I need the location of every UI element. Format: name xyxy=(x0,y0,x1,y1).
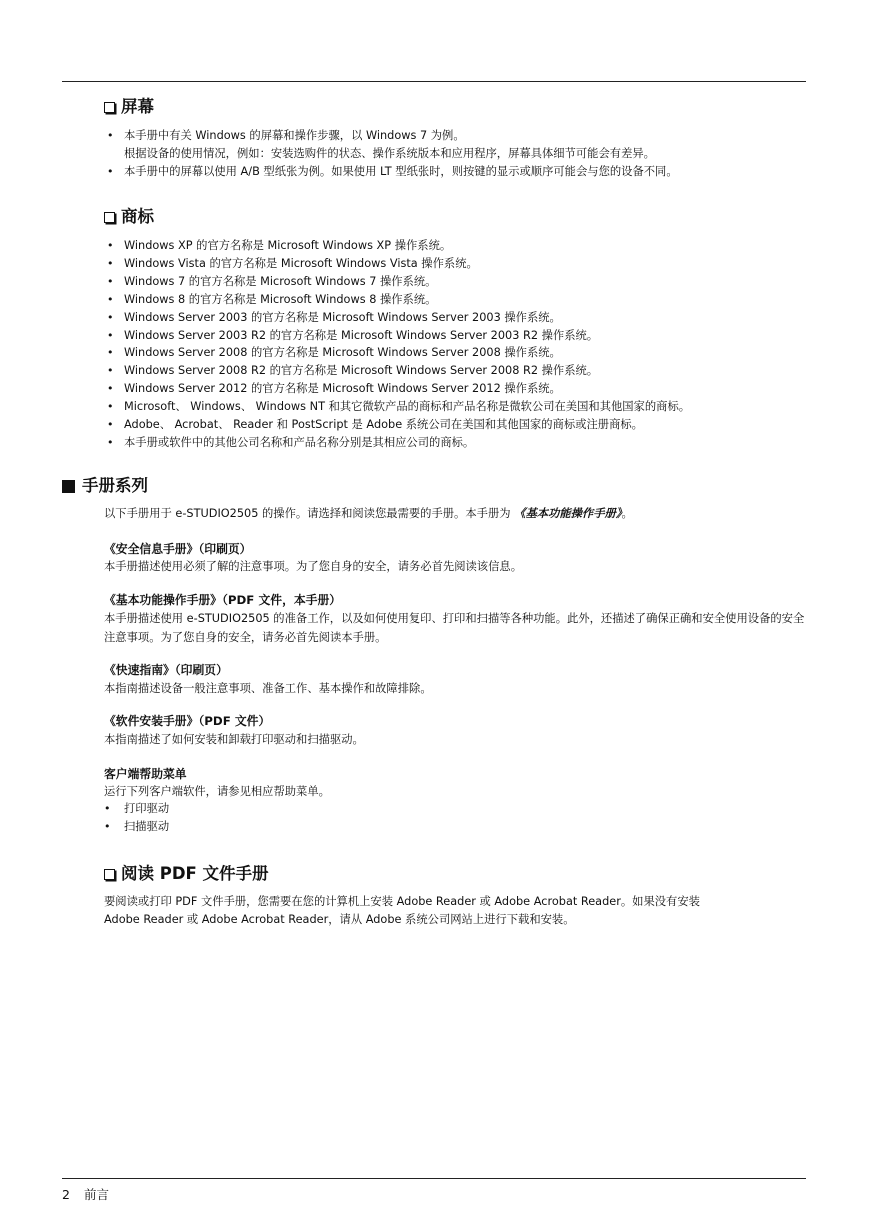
book-title: 《基本功能操作手册》（PDF 文件，本手册） xyxy=(104,593,342,607)
trademarks-heading xyxy=(104,207,154,227)
list-item xyxy=(104,800,804,818)
trademark-item: Windows Vista 的官方名称是 Microsoft Windows Vista 操作系统。 xyxy=(124,256,478,270)
bullet-icon: • xyxy=(107,129,114,142)
list-item xyxy=(104,163,804,181)
book-title: 《软件安装手册》（PDF 文件） xyxy=(104,714,271,728)
bullet-icon: • xyxy=(107,435,114,449)
bullet-icon: • xyxy=(104,819,111,833)
client-help-description: 运行下列客户端软件，请参见相应帮助菜单。 xyxy=(104,785,330,798)
bullet-icon: • xyxy=(107,274,114,288)
trademark-item: Windows Server 2003 的官方名称是 Microsoft Windows Server 2003 操作系统。 xyxy=(124,310,561,324)
trademark-item: Windows Server 2008 R2 的官方名称是 Microsoft Windows Server 2008 R2 操作系统。 xyxy=(124,364,599,378)
trademark-item: Adobe、 Acrobat、 Reader 和 PostScript 是 Adobe 系统公司在美国和其他国家的商标或注册商标。 xyxy=(124,418,643,432)
screen-list xyxy=(104,127,804,181)
book-description: 本指南描述了如何安装和卸载打印驱动和扫描驱动。 xyxy=(104,733,364,746)
book-description: 本手册描述使用 e-STUDIO2505 的准备工作，以及如何使用复印、打印和扫描等各种功能。此外，还描述了确保正确和安全使用设备的安全注意事项。为了您自身的安全，请务必首先阅读本手册。 xyxy=(104,612,805,644)
trademark-item: Windows 8 的官方名称是 Microsoft Windows 8 操作系统。 xyxy=(124,292,437,306)
list-item xyxy=(104,362,804,380)
read-pdf-line-1: 要阅读或打印 PDF 文件手册，您需要在您的计算机上安装 Adobe Reader 或 Adobe Acrobat Reader。如果没有安装 xyxy=(104,895,700,908)
list-item xyxy=(104,127,804,163)
list-item xyxy=(104,818,804,836)
checkbox-square-icon xyxy=(104,869,115,880)
checkbox-square-icon xyxy=(104,212,115,223)
bullet-icon: • xyxy=(107,364,114,378)
list-item xyxy=(104,273,804,291)
client-help-item: 打印驱动 xyxy=(124,802,170,815)
list-item xyxy=(104,309,804,327)
screen-item-2: 本手册中的屏幕以使用 A/B 型纸张为例。如果使用 LT 型纸张时，则按键的显示或顺序可能会与您的设备不同。 xyxy=(124,164,678,178)
filled-square-icon xyxy=(62,480,75,493)
list-item xyxy=(104,416,804,434)
list-item xyxy=(104,255,804,273)
trademark-item: Windows 7 的官方名称是 Microsoft Windows 7 操作系统。 xyxy=(124,274,437,288)
trademark-item: 本手册或软件中的其他公司名称和产品名称分别是其相应公司的商标。 xyxy=(124,435,475,449)
screen-heading-text: 屏幕 xyxy=(121,97,154,116)
trademark-item: Microsoft、 Windows、 Windows NT 和其它微软产品的商标和产品名称是微软公司在美国和其他国家的商标。 xyxy=(124,400,691,414)
footer-rule xyxy=(62,1178,806,1179)
list-item xyxy=(104,291,804,309)
trademark-item: Windows XP 的官方名称是 Microsoft Windows XP 操作系统。 xyxy=(124,239,452,252)
list-item xyxy=(104,237,804,255)
client-help-item: 扫描驱动 xyxy=(124,819,170,833)
trademark-item: Windows Server 2012 的官方名称是 Microsoft Windows Server 2012 操作系统。 xyxy=(124,382,561,396)
bullet-icon: • xyxy=(107,346,114,360)
list-item xyxy=(104,380,804,398)
manual-series-intro xyxy=(104,505,806,524)
intro-prefix: 以下手册用于 e-STUDIO2505 的操作。请选择和阅读您最需要的手册。本手册为 xyxy=(104,507,511,520)
book-description: 本指南描述设备一般注意事项、准备工作、基本操作和故障排除。 xyxy=(104,682,432,695)
trademarks-list xyxy=(104,237,804,452)
list-item xyxy=(104,434,804,452)
book-title: 《快速指南》（印刷页） xyxy=(104,663,228,677)
client-help-list xyxy=(104,800,804,836)
list-item xyxy=(104,327,804,345)
book-title: 《安全信息手册》（印刷页） xyxy=(104,542,252,556)
bullet-icon: • xyxy=(107,328,114,342)
read-pdf-line-2: Adobe Reader 或 Adobe Acrobat Reader，请从 Adobe 系统公司网站上进行下载和安装。 xyxy=(104,913,575,926)
header-rule xyxy=(62,81,806,82)
bullet-icon: • xyxy=(107,382,114,396)
bullet-icon: • xyxy=(107,164,114,178)
bullet-icon: • xyxy=(107,418,114,432)
trademark-item: Windows Server 2003 R2 的官方名称是 Microsoft Windows Server 2003 R2 操作系统。 xyxy=(124,328,599,342)
manual-series-heading-text: 手册系列 xyxy=(82,476,148,495)
client-help-title: 客户端帮助菜单 xyxy=(104,767,187,781)
list-item xyxy=(104,398,804,416)
intro-suffix: 。 xyxy=(621,507,633,520)
trademarks-heading-text: 商标 xyxy=(121,207,154,226)
checkbox-square-icon xyxy=(104,102,115,113)
screen-item-1: 本手册中有关 Windows 的屏幕和操作步骤，以 Windows 7 为例。 xyxy=(124,129,465,142)
bullet-icon: • xyxy=(107,310,114,324)
read-pdf-heading-text: 阅读 PDF 文件手册 xyxy=(121,864,269,883)
page-footer xyxy=(62,1186,123,1204)
screen-item-1-continuation: 根据设备的使用情况，例如：安装选购件的状态、操作系统版本和应用程序，屏幕具体细节可能会有差异。 xyxy=(124,146,655,160)
intro-manual-title: 《基本功能操作手册》 xyxy=(514,507,622,520)
screen-heading xyxy=(104,97,154,117)
bullet-icon: • xyxy=(104,802,111,815)
book-description: 本手册描述使用必须了解的注意事项。为了您自身的安全，请务必首先阅读该信息。 xyxy=(104,560,522,573)
bullet-icon: • xyxy=(107,400,114,414)
bullet-icon: • xyxy=(107,239,114,252)
footer-section-name: 前言 xyxy=(83,1187,109,1202)
manual-series-heading xyxy=(62,476,148,496)
bullet-icon: • xyxy=(107,292,114,306)
read-pdf-heading xyxy=(104,864,269,884)
trademark-item: Windows Server 2008 的官方名称是 Microsoft Windows Server 2008 操作系统。 xyxy=(124,346,561,360)
page-number: 2 xyxy=(62,1187,70,1202)
list-item xyxy=(104,344,804,362)
bullet-icon: • xyxy=(107,256,114,270)
